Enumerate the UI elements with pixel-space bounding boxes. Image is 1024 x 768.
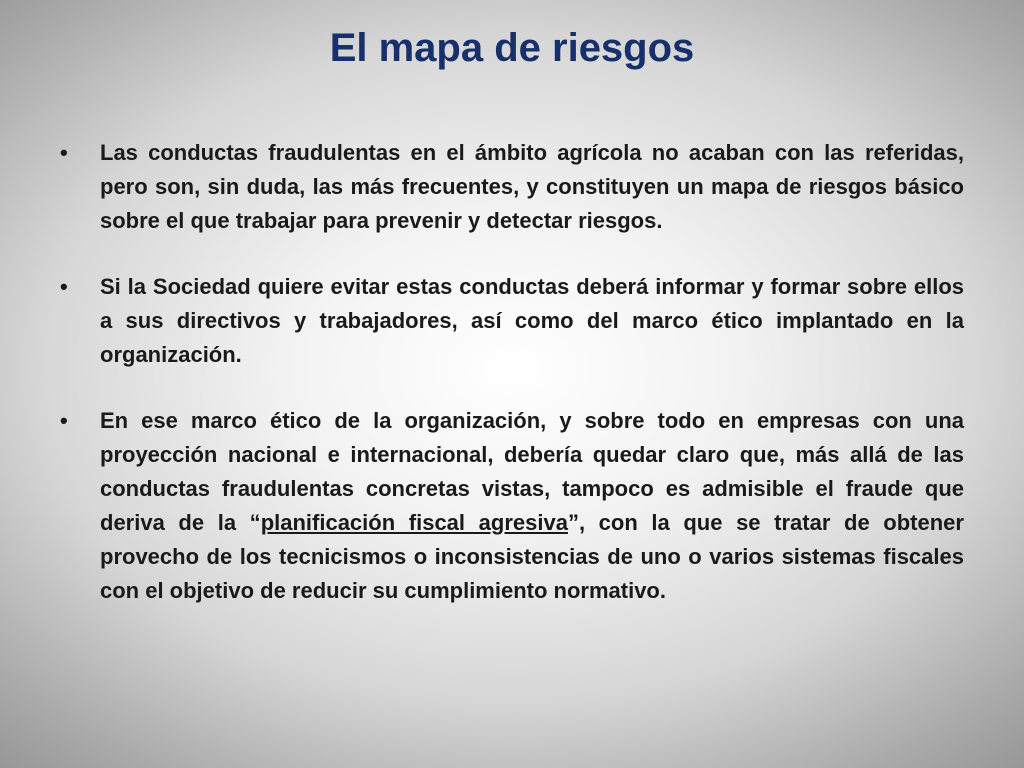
bullet-item (60, 404, 964, 608)
bullet-marker: • (60, 274, 68, 299)
bullet-marker: • (60, 408, 68, 433)
bullet-text (100, 408, 964, 603)
slide-title: El mapa de riesgos (329, 26, 695, 70)
bullet-text-before: En ese marco ético de la organización, y sobre todo en empresas con una proyección nacional e internacional, debería quedar claro que, más allá de las conductas fraudulentas concretas vistas, tampoco es admisible el fraude que deriva de la “ (100, 408, 964, 535)
bullet-text: Las conductas fraudulentas en el ámbito agrícola no acaban con las referidas, pero son, sin duda, las más frecuentes, y constituyen un mapa de riesgos básico sobre el que trabajar para prevenir y detectar riesgos. (100, 140, 964, 233)
bullet-item (60, 136, 964, 238)
bullet-list (60, 136, 964, 640)
bullet-text-after: ”, con la que se tratar de obtener provecho de los tecnicismos o inconsistencias de uno o varios sistemas fiscales con el objetivo de reducir su cumplimiento normativo. (100, 510, 964, 603)
underlined-term: planificación fiscal agresiva (260, 510, 568, 535)
bullet-text: Si la Sociedad quiere evitar estas conductas deberá informar y formar sobre ellos a sus directivos y trabajadores, así como del marco ético implantado en la organización. (100, 274, 964, 367)
bullet-marker: • (60, 140, 68, 165)
bullet-item (60, 270, 964, 372)
